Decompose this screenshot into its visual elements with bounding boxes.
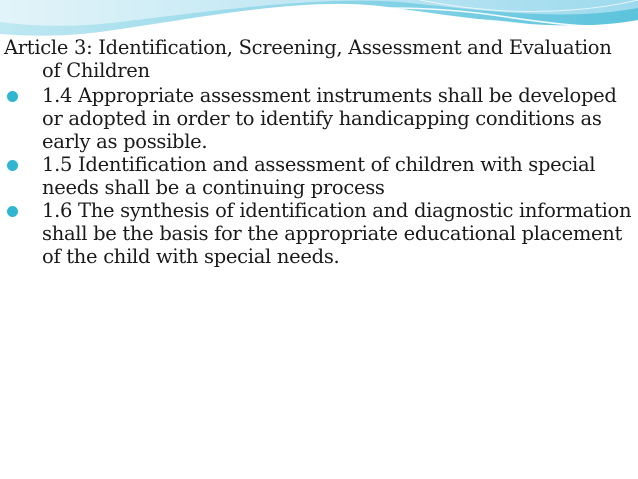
bullet-dot-icon (7, 160, 18, 171)
bullet-text: 1.5 Identification and assessment of children with special needs shall be a continuing process (42, 153, 596, 199)
slide-body (4, 36, 634, 268)
bullet-item (4, 199, 634, 268)
bullet-text: 1.4 Appropriate assessment instruments shall be developed or adopted in order to identify handicapping conditions as early as possible. (42, 84, 617, 153)
bullet-text: 1.6 The synthesis of identification and diagnostic information shall be the basis for the appropriate educational placement of the child with special needs. (42, 199, 632, 268)
article-heading: Article 3: Identification, Screening, Assessment and Evaluation of Children (4, 36, 612, 82)
bullet-item (4, 153, 634, 199)
bullet-dot-icon (7, 91, 18, 102)
bullet-item (4, 84, 634, 153)
bullet-dot-icon (7, 206, 18, 217)
